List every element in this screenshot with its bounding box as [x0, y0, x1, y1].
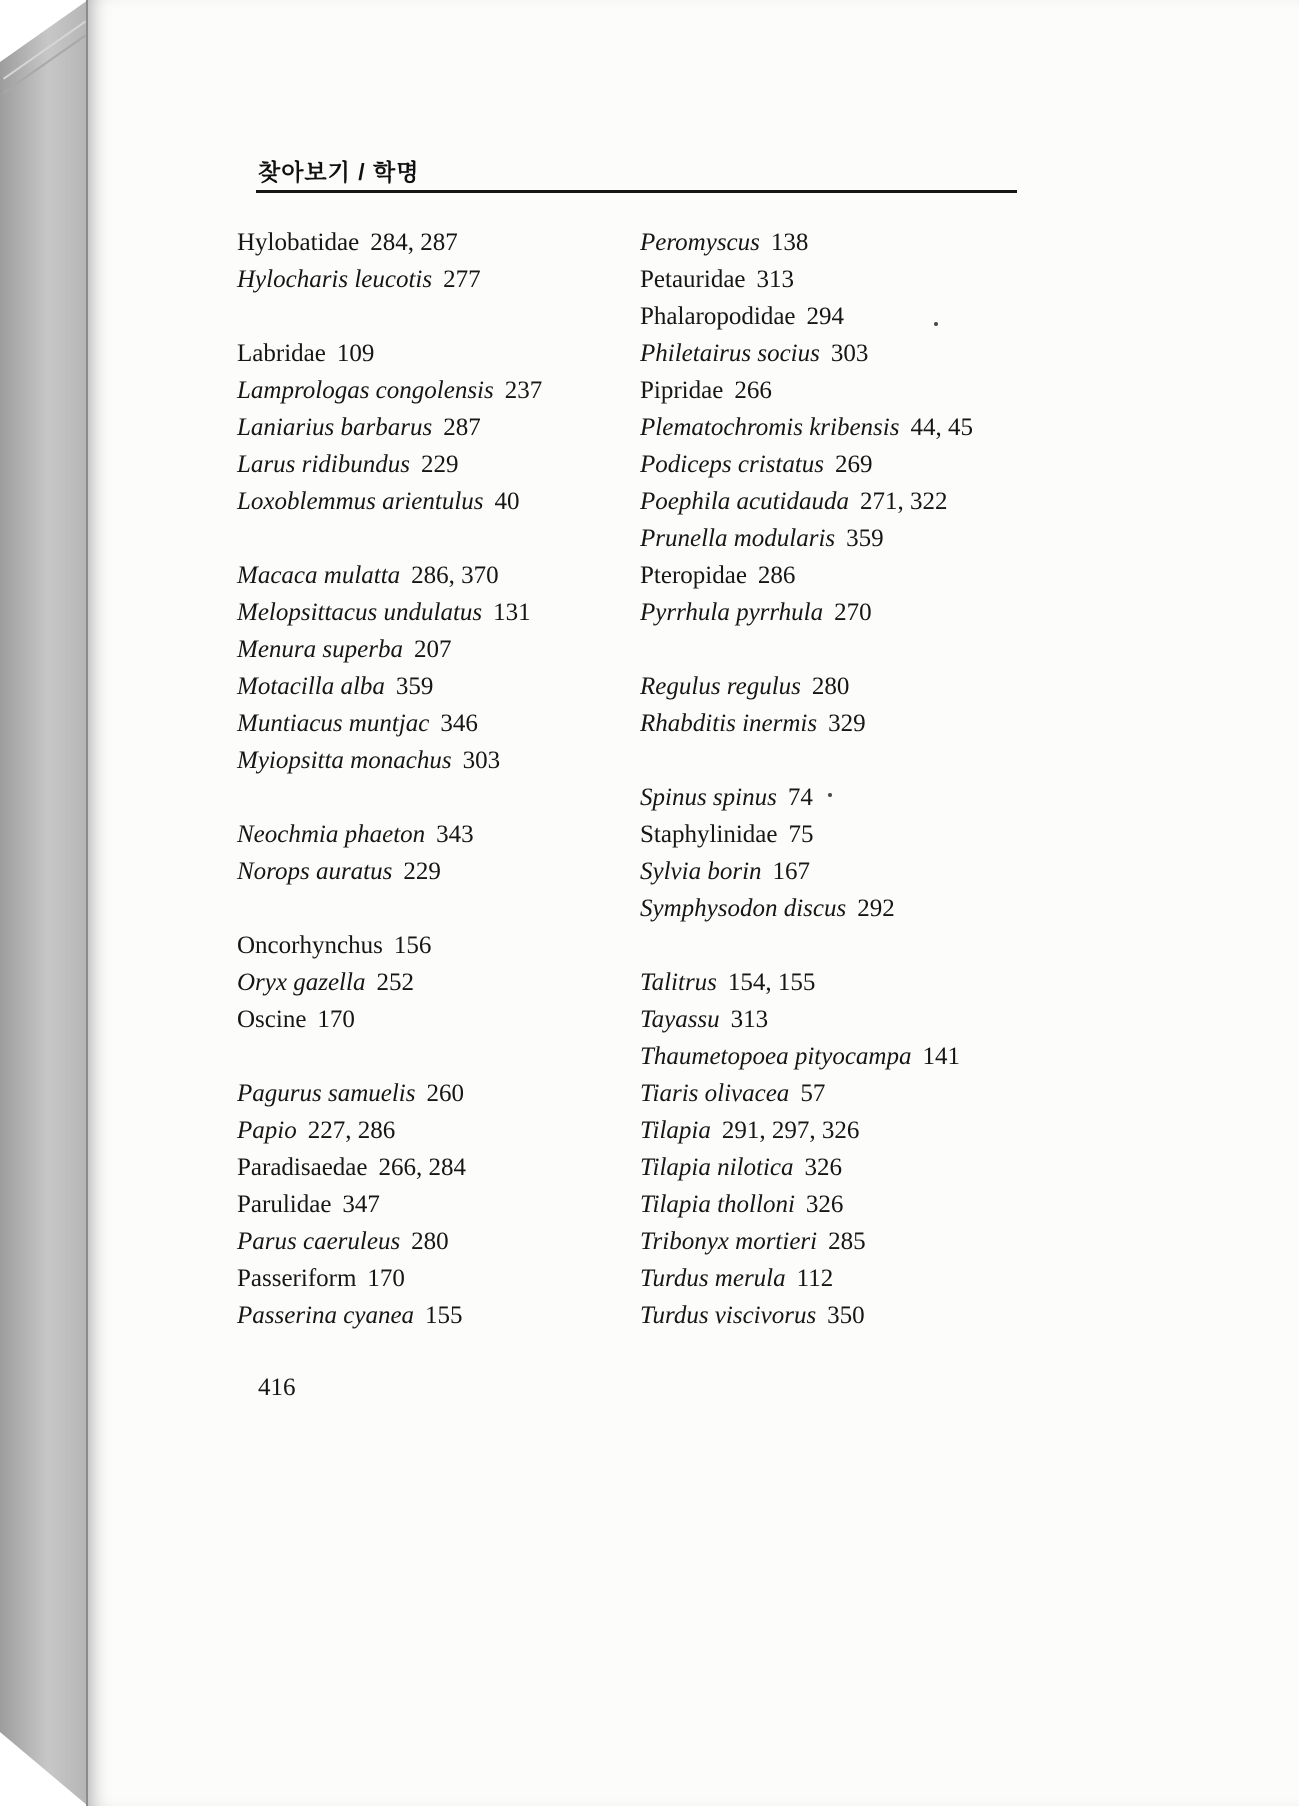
index-entry	[237, 224, 637, 261]
species-name: Parulidae	[237, 1191, 332, 1218]
index-entry	[237, 964, 637, 1001]
species-name: Loxoblemmus arientulus	[237, 488, 484, 515]
index-entry	[640, 1186, 1100, 1223]
species-name: Thaumetopoea pityocampa	[640, 1043, 912, 1070]
page-refs: 227, 286	[307, 1117, 396, 1144]
index-entry	[640, 224, 1100, 261]
index-entry	[640, 890, 1100, 927]
page-refs: 229	[420, 451, 459, 478]
page-refs: 326	[805, 1191, 844, 1218]
species-name: Paradisaedae	[237, 1154, 368, 1181]
species-name: Tilapia tholloni	[640, 1191, 795, 1218]
page-refs: 207	[413, 636, 452, 663]
page-refs: 286, 370	[411, 562, 499, 589]
species-name: Tilapia nilotica	[640, 1154, 794, 1181]
species-name: Hylobatidae	[237, 229, 360, 256]
species-name: Papio	[237, 1117, 297, 1144]
index-entry	[640, 557, 1100, 594]
page-refs: 285	[828, 1228, 866, 1255]
index-entry	[640, 594, 1100, 631]
index-blank-row	[237, 779, 637, 816]
page-refs: 266, 284	[378, 1154, 466, 1181]
species-name: Peromyscus	[640, 229, 760, 256]
page-refs: 277	[443, 266, 481, 293]
species-name: Oscine	[237, 1006, 307, 1033]
index-entry	[640, 335, 1100, 372]
species-name: Pyrrhula pyrrhula	[640, 599, 824, 626]
running-head: 찾아보기 / 학명	[258, 159, 420, 185]
index-entry	[640, 668, 1100, 705]
species-name: Poephila acutidauda	[640, 488, 849, 515]
species-name: Motacilla alba	[237, 673, 385, 700]
page-refs: 346	[440, 710, 478, 737]
page-refs: 260	[426, 1080, 464, 1107]
page-refs: 359	[846, 525, 884, 552]
species-name: Oncorhynchus	[237, 932, 383, 959]
index-column-left	[237, 224, 637, 1334]
page-refs: 326	[804, 1154, 842, 1181]
page-refs: 74	[787, 784, 813, 811]
species-name: Menura superba	[237, 636, 403, 663]
index-entry	[237, 1075, 637, 1112]
index-entry	[237, 409, 637, 446]
page-refs: 294	[806, 303, 845, 330]
page-refs: 112	[796, 1265, 834, 1292]
index-entry	[640, 853, 1100, 890]
index-blank-row	[640, 631, 1100, 668]
page-refs: 40	[494, 488, 520, 515]
index-entry	[640, 1297, 1100, 1334]
species-name: Passerina cyanea	[237, 1302, 415, 1329]
species-name: Pagurus samuelis	[237, 1080, 416, 1107]
species-name: Laniarius barbarus	[237, 414, 433, 441]
index-entry	[237, 261, 637, 298]
index-entry	[640, 1038, 1100, 1075]
page-refs: 266	[734, 377, 772, 404]
page-refs: 252	[376, 969, 414, 996]
species-name: Norops auratus	[237, 858, 393, 885]
species-name: Petauridae	[640, 266, 746, 293]
species-name: Neochmia phaeton	[237, 821, 426, 848]
index-entry	[640, 705, 1100, 742]
index-blank-row	[640, 927, 1100, 964]
index-blank-row	[237, 890, 637, 927]
species-name: Regulus regulus	[640, 673, 801, 700]
index-entry	[237, 1260, 637, 1297]
scan-speck	[934, 322, 938, 326]
species-name: Turdus merula	[640, 1265, 786, 1292]
index-blank-row	[237, 298, 637, 335]
index-entry	[640, 1223, 1100, 1260]
index-entry	[237, 1112, 637, 1149]
page-refs: 170	[317, 1006, 355, 1033]
page-refs: 292	[857, 895, 895, 922]
page-refs: 131	[493, 599, 531, 626]
index-entry	[237, 594, 637, 631]
species-name: Tribonyx mortieri	[640, 1228, 818, 1255]
page-refs: 347	[342, 1191, 380, 1218]
page-refs: 75	[788, 821, 814, 848]
scan-speck	[828, 793, 832, 797]
index-entry	[237, 631, 637, 668]
index-entry	[640, 1260, 1100, 1297]
index-blank-row	[237, 520, 637, 557]
species-name: Phalaropodidae	[640, 303, 796, 330]
index-entry	[237, 1297, 637, 1334]
page-refs: 343	[436, 821, 474, 848]
species-name: Sylvia borin	[640, 858, 762, 885]
species-name: Tilapia	[640, 1117, 711, 1144]
species-name: Symphysodon discus	[640, 895, 847, 922]
species-name: Podiceps cristatus	[640, 451, 825, 478]
book-page-stack-edge	[0, 0, 88, 1806]
page-refs: 303	[830, 340, 869, 367]
index-entry	[237, 1149, 637, 1186]
page-refs: 286	[757, 562, 796, 589]
species-name: Melopsittacus undulatus	[237, 599, 483, 626]
header-rule	[256, 190, 1017, 193]
index-entry	[237, 742, 637, 779]
page-refs: 287	[443, 414, 481, 441]
species-name: Oryx gazella	[237, 969, 366, 996]
species-name: Myiopsitta monachus	[237, 747, 452, 774]
index-entry	[640, 520, 1100, 557]
index-entry	[640, 446, 1100, 483]
index-entry	[237, 1223, 637, 1260]
page-refs: 303	[462, 747, 501, 774]
species-name: Staphylinidae	[640, 821, 778, 848]
species-name: Plematochromis kribensis	[640, 414, 900, 441]
species-name: Prunella modularis	[640, 525, 836, 552]
index-entry	[640, 779, 1100, 816]
index-entry	[237, 705, 637, 742]
species-name: Pteropidae	[640, 562, 747, 589]
page-stack-line	[3, 35, 86, 94]
species-name: Labridae	[237, 340, 326, 367]
index-entry	[237, 335, 637, 372]
page-refs: 156	[393, 932, 432, 959]
index-entry	[237, 483, 637, 520]
index-entry	[640, 409, 1100, 446]
index-entry	[237, 927, 637, 964]
page-refs: 270	[834, 599, 872, 626]
species-name: Hylocharis leucotis	[237, 266, 433, 293]
page-refs: 170	[367, 1265, 405, 1292]
index-entry	[237, 816, 637, 853]
page-refs: 109	[336, 340, 375, 367]
species-name: Larus ridibundus	[237, 451, 410, 478]
index-entry	[237, 1001, 637, 1038]
index-entry	[237, 1186, 637, 1223]
species-name: Pipridae	[640, 377, 724, 404]
page-refs: 313	[756, 266, 795, 293]
page-refs: 359	[395, 673, 434, 700]
page-refs: 44, 45	[910, 414, 973, 441]
index-entry	[237, 668, 637, 705]
index-entry	[640, 483, 1100, 520]
species-name: Turdus viscivorus	[640, 1302, 817, 1329]
species-name: Rhabditis inermis	[640, 710, 818, 737]
index-entry	[640, 1075, 1100, 1112]
page-refs: 57	[800, 1080, 826, 1107]
page-refs: 154, 155	[727, 969, 816, 996]
index-entry	[640, 1149, 1100, 1186]
index-blank-row	[640, 742, 1100, 779]
page-refs: 280	[411, 1228, 449, 1255]
page-refs: 269	[835, 451, 873, 478]
page-refs: 155	[425, 1302, 463, 1329]
index-entry	[640, 1001, 1100, 1038]
index-entry	[640, 261, 1100, 298]
page-refs: 350	[827, 1302, 865, 1329]
page-refs: 271, 322	[860, 488, 948, 515]
page-refs: 138	[770, 229, 809, 256]
index-blank-row	[237, 1038, 637, 1075]
page-refs: 329	[828, 710, 866, 737]
index-entry	[640, 964, 1100, 1001]
index-entry	[640, 298, 1100, 335]
index-entry	[640, 816, 1100, 853]
index-entry	[237, 557, 637, 594]
species-name: Muntiacus muntjac	[237, 710, 430, 737]
page-stack-line	[3, 21, 86, 80]
page-refs: 291, 297, 326	[721, 1117, 860, 1144]
index-entry	[237, 372, 637, 409]
page-refs: 284, 287	[370, 229, 458, 256]
page-refs: 237	[504, 377, 543, 404]
page-refs: 141	[922, 1043, 960, 1070]
index-entry	[237, 446, 637, 483]
page-refs: 313	[730, 1006, 769, 1033]
species-name: Spinus spinus	[640, 784, 777, 811]
page-refs: 229	[403, 858, 441, 885]
species-name: Lamprologas congolensis	[237, 377, 494, 404]
index-entry	[640, 1112, 1100, 1149]
species-name: Tayassu	[640, 1006, 720, 1033]
species-name: Tiaris olivacea	[640, 1080, 790, 1107]
index-entry	[237, 853, 637, 890]
index-entry	[640, 372, 1100, 409]
species-name: Philetairus socius	[640, 340, 820, 367]
index-column-right	[640, 224, 1100, 1334]
species-name: Parus caeruleus	[237, 1228, 401, 1255]
species-name: Passeriform	[237, 1265, 357, 1292]
page-number: 416	[258, 1374, 296, 1401]
species-name: Macaca mulatta	[237, 562, 401, 589]
species-name: Talitrus	[640, 969, 717, 996]
page-refs: 280	[811, 673, 850, 700]
page-refs: 167	[772, 858, 811, 885]
